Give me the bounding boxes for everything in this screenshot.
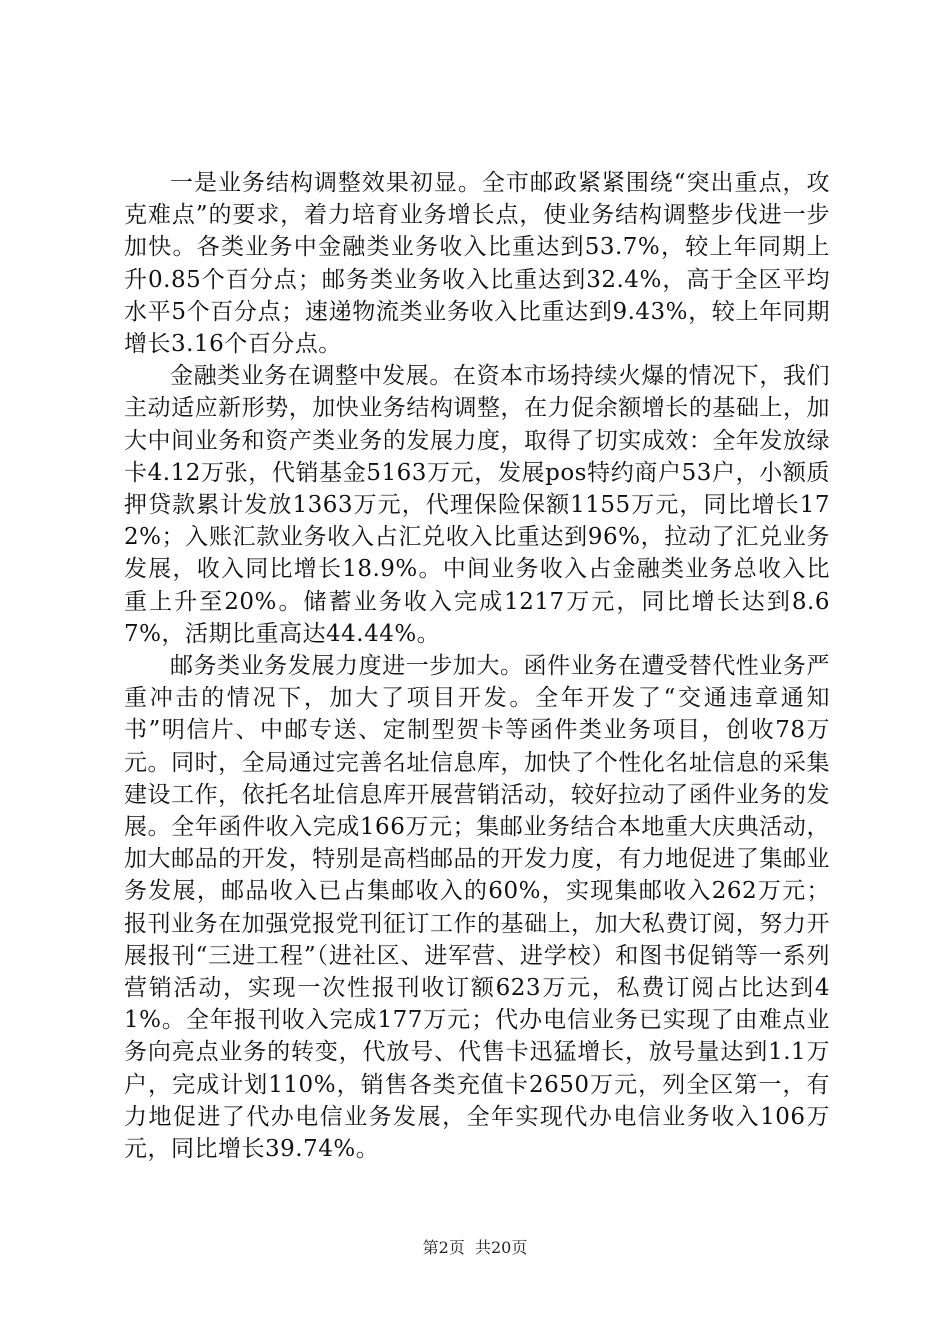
paragraph-business-structure: 一是业务结构调整效果初显。全市邮政紧紧围绕“突出重点，攻克难点”的要求，着力培育业务增长点，使业务结构调整步伐进一步加快。各类业务中金融类业务收入比重达到53.7%，较上年同期上升0.85个百分点；邮务类业务收入比重达到32.4%，高于全区平均水平5个百分点；速递物流类业务收入比重达到9.43%，较上年同期增长3.16个百分点。 — [124, 170, 830, 358]
paragraph-finance-business: 金融类业务在调整中发展。在资本市场持续火爆的情况下，我们主动适应新形势，加快业务结构调整，在力促余额增长的基础上，加大中间业务和资产类业务的发展力度，取得了切实成效：全年发放绿卡4.12万张，代销基金5163万元，发展pos特约商户53户，小额质押贷款累计发放1363万元，代理保险保额1155万元，同比增长172%；入账汇款业务收入占汇兑收入比重达到96%，拉动了汇兑业务发展，收入同比增长18.9%。中间业务收入占金融类业务总收入比重上升至20%。储蓄业务收入完成1217万元，同比增长达到8.67%，活期比重高达44.44%。 — [124, 363, 830, 647]
page-footer — [0, 1238, 950, 1258]
page-number: 第2页 共20页 — [422, 1238, 528, 1257]
body-text — [124, 167, 830, 1165]
paragraph-postal-business: 邮务类业务发展力度进一步加大。函件业务在遭受替代性业务严重冲击的情况下，加大了项目开发。全年开发了“交通违章通知书”明信片、中邮专送、定制型贺卡等函件类业务项目，创收78万元。同时，全局通过完善名址信息库，加快了个性化名址信息的采集建设工作，依托名址信息库开展营销活动，较好拉动了函件业务的发展。全年函件收入完成166万元；集邮业务结合本地重大庆典活动，加大邮品的开发，特别是高档邮品的开发力度，有力地促进了集邮业务发展，邮品收入已占集邮收入的60%，实现集邮收入262万元；报刊业务在加强党报党刊征订工作的基础上，加大私费订阅，努力开展报刊“三进工程”（进社区、进军营、进学校）和图书促销等一系列营销活动，实现一次性报刊收订额623万元，私费订阅占比达到41%。全年报刊收入完成177万元；代办电信业务已实现了由难点业务向亮点业务的转变，代放号、代售卡迅猛增长，放号量达到1.1万户，完成计划110%，销售各类充值卡2650万元，列全区第一，有力地促进了代办电信业务发展，全年实现代办电信业务收入106万元，同比增长39.74%。 — [124, 653, 830, 1163]
